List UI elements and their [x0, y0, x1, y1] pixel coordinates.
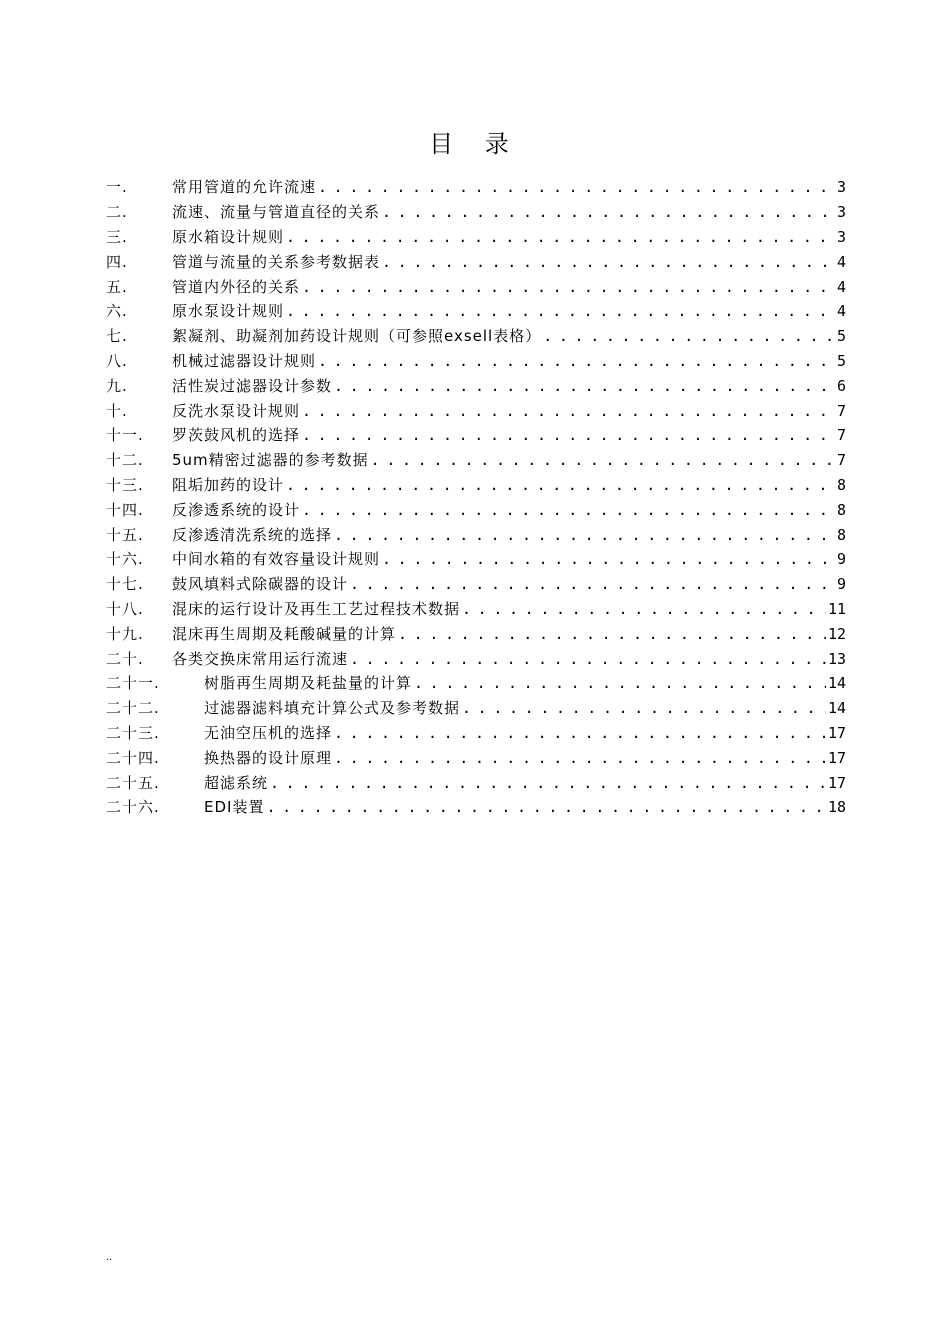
dot-leader — [318, 351, 835, 371]
toc-entry-number: 八. — [106, 351, 128, 370]
toc-entry-number: 十. — [106, 401, 128, 420]
toc-entry-number: 二十. — [106, 649, 144, 668]
toc-entry-number: 二十三. — [106, 723, 160, 742]
dot-leader — [286, 227, 835, 247]
toc-entry-page: 6 — [836, 376, 846, 395]
toc-entry[interactable] — [106, 721, 846, 746]
toc-entry-number: 六. — [106, 302, 128, 321]
toc-entry-number: 九. — [106, 376, 128, 395]
dot-leader — [302, 277, 835, 297]
toc-entry-label: 管道内外径的关系 — [172, 277, 301, 296]
toc-entry[interactable] — [106, 795, 846, 820]
toc-entry-page: 8 — [836, 500, 846, 519]
dot-leader — [462, 698, 826, 718]
toc-entry-page: 18 — [827, 798, 846, 817]
toc-entry-page: 7 — [836, 426, 846, 445]
toc-entry-page: 17 — [827, 748, 846, 767]
toc-entry-label: 无油空压机的选择 — [204, 723, 333, 742]
toc-entry-page: 5 — [836, 351, 846, 370]
toc-entry[interactable] — [106, 597, 846, 622]
dot-leader — [286, 475, 835, 495]
toc-entry-number: 十一. — [106, 426, 144, 445]
toc-entry-number: 二十一. — [106, 674, 160, 693]
toc-entry[interactable] — [106, 671, 846, 696]
toc-entry[interactable] — [106, 497, 846, 522]
toc-entry[interactable] — [106, 522, 846, 547]
toc-entry-number: 二. — [106, 203, 128, 222]
toc-entry[interactable] — [106, 696, 846, 721]
toc-entry-page: 14 — [827, 674, 846, 693]
toc-entry-page: 13 — [827, 649, 846, 668]
toc-entry-label: 中间水箱的有效容量设计规则 — [172, 550, 381, 569]
dot-leader — [414, 673, 826, 693]
toc-entry-label: 机械过滤器设计规则 — [172, 351, 317, 370]
toc-entry[interactable] — [106, 200, 846, 225]
dot-leader — [334, 525, 835, 545]
toc-entry-number: 一. — [106, 178, 128, 197]
dot-leader — [302, 500, 835, 520]
toc-entry-number: 十三. — [106, 475, 144, 494]
toc-entry[interactable] — [106, 770, 846, 795]
toc-entry-label: 常用管道的允许流速 — [172, 178, 317, 197]
toc-entry-number: 二十四. — [106, 748, 160, 767]
toc-entry-page: 7 — [836, 401, 846, 420]
toc-entry-page: 4 — [836, 252, 846, 271]
page-title: 目 录 — [429, 130, 521, 158]
toc-entry-page: 7 — [836, 451, 846, 470]
toc-entry-label: 过滤器滤料填充计算公式及参考数据 — [204, 699, 461, 718]
toc-entry-page: 14 — [827, 699, 846, 718]
toc-entry-label: 反洗水泵设计规则 — [172, 401, 301, 420]
toc-entry-label: 混床再生周期及耗酸碱量的计算 — [172, 624, 397, 643]
dot-leader — [398, 624, 826, 644]
toc-entry[interactable] — [106, 448, 846, 473]
toc-entry-number: 十二. — [106, 451, 144, 470]
dot-leader — [382, 549, 835, 569]
toc-entry[interactable] — [106, 572, 846, 597]
toc-entry-label: 阻垢加药的设计 — [172, 475, 285, 494]
dot-leader — [350, 574, 835, 594]
toc-entry[interactable] — [106, 473, 846, 498]
toc-entry-number: 十四. — [106, 500, 144, 519]
toc-entry-page: 9 — [836, 575, 846, 594]
toc-entry-label: 各类交换床常用运行流速 — [172, 649, 349, 668]
toc-entry-page: 3 — [836, 178, 846, 197]
toc-entry[interactable] — [106, 373, 846, 398]
toc-entry-label: 絮凝剂、助凝剂加药设计规则（可参照exsell表格） — [172, 327, 542, 346]
toc-entry-number: 二十五. — [106, 773, 160, 792]
dot-leader — [270, 773, 826, 793]
toc-entry-page: 3 — [836, 227, 846, 246]
toc-entry[interactable] — [106, 274, 846, 299]
toc-entry[interactable] — [106, 299, 846, 324]
toc-entry-number: 十五. — [106, 525, 144, 544]
toc-entry-label: 鼓风填料式除碳器的设计 — [172, 575, 349, 594]
dot-leader — [382, 202, 835, 222]
toc-entry[interactable] — [106, 745, 846, 770]
toc-entry-number: 十六. — [106, 550, 144, 569]
toc-entry-label: 反渗透系统的设计 — [172, 500, 301, 519]
toc-entry-label: 换热器的设计原理 — [204, 748, 333, 767]
toc-entry[interactable] — [106, 646, 846, 671]
toc-entry-page: 11 — [827, 599, 846, 618]
dot-leader — [334, 723, 826, 743]
dot-leader — [371, 450, 835, 470]
toc-entry-page: 3 — [836, 203, 846, 222]
toc-entry-number: 七. — [106, 327, 128, 346]
toc-entry[interactable] — [106, 175, 846, 200]
toc-entry-number: 五. — [106, 277, 128, 296]
dot-leader — [382, 252, 835, 272]
toc-entry-page: 9 — [836, 550, 846, 569]
dot-leader — [334, 748, 826, 768]
toc-entry-label: EDI装置 — [204, 798, 265, 817]
dot-leader — [350, 649, 826, 669]
dot-leader — [462, 599, 826, 619]
dot-leader — [286, 301, 835, 321]
toc-entry-number: 十八. — [106, 599, 144, 618]
toc-entry-page: 17 — [827, 773, 846, 792]
toc-entry[interactable] — [106, 349, 846, 374]
toc-entry-number: 二十六. — [106, 798, 160, 817]
dot-leader — [302, 425, 835, 445]
toc-entry-label: 流速、流量与管道直径的关系 — [172, 203, 381, 222]
dot-leader — [318, 177, 835, 197]
toc-entry-page: 12 — [827, 624, 846, 643]
dot-leader — [543, 326, 835, 346]
toc-entry-label: 树脂再生周期及耗盐量的计算 — [204, 674, 413, 693]
toc-entry-number: 四. — [106, 252, 128, 271]
toc-entry-label: 混床的运行设计及再生工艺过程技术数据 — [172, 599, 461, 618]
toc-entry[interactable] — [106, 225, 846, 250]
toc-entry-page: 4 — [836, 277, 846, 296]
toc-entry-number: 十九. — [106, 624, 144, 643]
dot-leader — [266, 797, 825, 817]
toc-entry-number: 三. — [106, 227, 128, 246]
toc-entry-label: 活性炭过滤器设计参数 — [172, 376, 333, 395]
toc-entry-page: 8 — [836, 525, 846, 544]
toc-entry-label: 原水泵设计规则 — [172, 302, 285, 321]
toc-entry[interactable] — [106, 423, 846, 448]
toc-entry-number: 二十二. — [106, 699, 160, 718]
toc-entry[interactable] — [106, 547, 846, 572]
toc-entry-label: 原水箱设计规则 — [172, 227, 285, 246]
toc-entry-label: 管道与流量的关系参考数据表 — [172, 252, 381, 271]
dot-leader — [334, 376, 835, 396]
footer-mark: .. — [106, 1252, 113, 1263]
toc-entry-label: 5um精密过滤器的参考数据 — [172, 451, 369, 470]
toc-entry[interactable] — [106, 621, 846, 646]
toc-entry-label: 反渗透清洗系统的选择 — [172, 525, 333, 544]
toc-entry-page: 4 — [836, 302, 846, 321]
toc-entry-page: 8 — [836, 475, 846, 494]
toc-entry-number: 十七. — [106, 575, 144, 594]
toc-entry-label: 罗茨鼓风机的选择 — [172, 426, 301, 445]
toc-entry-label: 超滤系统 — [204, 773, 269, 792]
toc-entry-page: 17 — [827, 723, 846, 742]
dot-leader — [302, 401, 835, 421]
toc-entry-page: 5 — [836, 327, 846, 346]
toc-entry[interactable] — [106, 249, 846, 274]
toc-list — [106, 175, 846, 820]
toc-entry[interactable] — [106, 324, 846, 349]
toc-entry[interactable] — [106, 398, 846, 423]
